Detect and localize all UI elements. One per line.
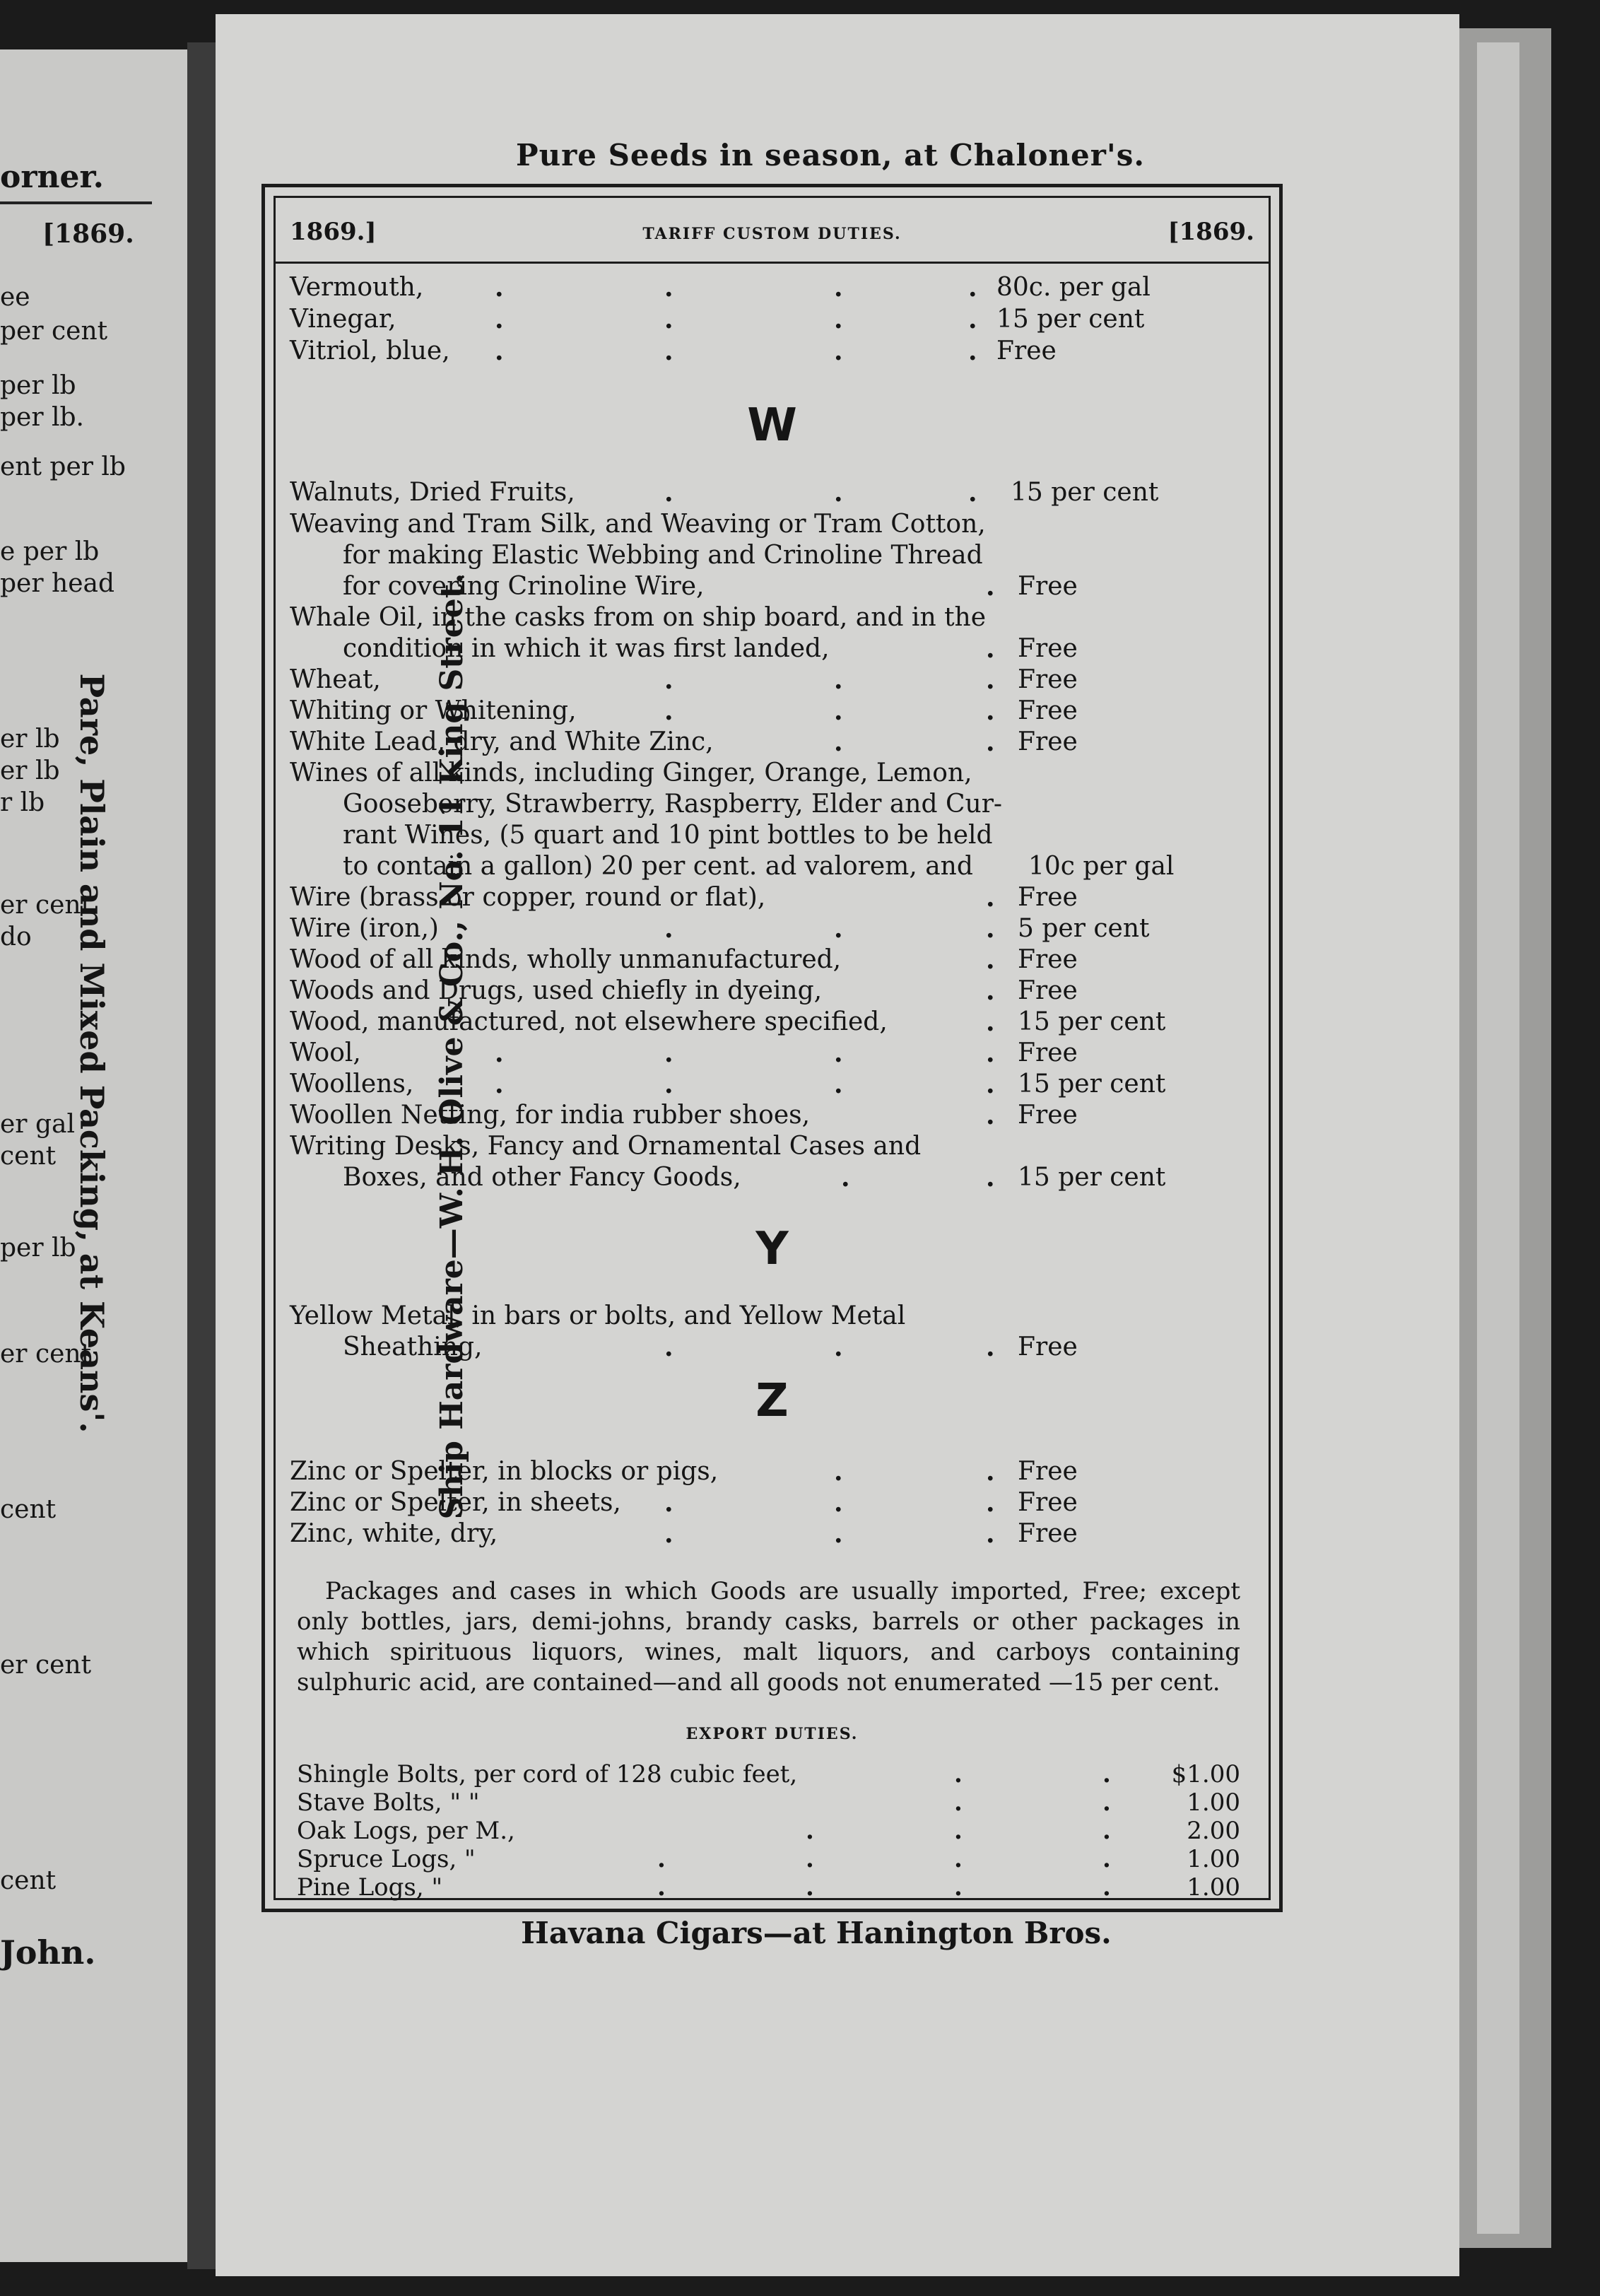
export-row bbox=[297, 1788, 1240, 1817]
export-amount: $1.00 bbox=[1171, 1760, 1240, 1788]
leader-dot: . bbox=[954, 1845, 963, 1873]
item-label: Zinc or Spelter, in sheets, bbox=[290, 1488, 621, 1517]
tariff-page bbox=[216, 14, 1459, 2276]
tariff-row bbox=[290, 1069, 1233, 1100]
export-item-label: Shingle Bolts, per cord of 128 cubic feet, bbox=[297, 1760, 798, 1788]
tariff-frame bbox=[261, 184, 1283, 1912]
item-label-continued: to contain a gallon) 20 per cent. ad valorem, and bbox=[343, 852, 973, 881]
export-row bbox=[297, 1817, 1240, 1845]
item-label-continued: for covering Crinoline Wire, bbox=[343, 572, 705, 601]
left-page-line: er cent bbox=[0, 891, 92, 920]
leader-dot: . bbox=[986, 1038, 995, 1068]
export-duties-title: EXPORT DUTIES. bbox=[686, 1725, 859, 1743]
left-page-line: er cent bbox=[0, 1651, 92, 1680]
leader-dot: . bbox=[834, 478, 843, 508]
leader-dot: . bbox=[834, 1488, 843, 1518]
tariff-row bbox=[290, 1131, 1233, 1162]
duty-value: Free bbox=[1018, 945, 1078, 974]
tariff-row bbox=[290, 477, 1233, 508]
duty-value: Free bbox=[1018, 727, 1078, 756]
duty-value: 5 per cent bbox=[1018, 914, 1150, 943]
export-amount: 1.00 bbox=[1187, 1873, 1240, 1902]
leader-dot: . bbox=[968, 336, 977, 366]
item-label: Weaving and Tram Silk, and Weaving or Tram Cotton, bbox=[290, 510, 986, 539]
header-rule bbox=[276, 262, 1269, 264]
tariff-row bbox=[290, 944, 1233, 976]
left-page-line: er lb bbox=[0, 756, 60, 785]
left-page-line: per head bbox=[0, 569, 114, 598]
leader-dot: . bbox=[664, 1070, 673, 1099]
leader-dot: . bbox=[986, 976, 995, 1006]
leader-dot: . bbox=[806, 1873, 814, 1902]
duty-value: 15 per cent bbox=[996, 305, 1145, 334]
leader-dot: . bbox=[986, 1070, 995, 1099]
left-page-line: per lb. bbox=[0, 403, 85, 432]
leader-dot: . bbox=[986, 634, 995, 664]
left-page-line: cent bbox=[0, 1495, 57, 1524]
leader-dot: . bbox=[1102, 1788, 1111, 1817]
tariff-row bbox=[290, 1162, 1233, 1193]
tariff-row bbox=[290, 1301, 1233, 1332]
export-row bbox=[297, 1845, 1240, 1873]
duty-value: Free bbox=[1018, 1488, 1078, 1517]
page-title: TARIFF CUSTOM DUTIES. bbox=[642, 225, 902, 243]
leader-dot: . bbox=[986, 1488, 995, 1518]
leader-dot: . bbox=[1102, 1760, 1111, 1788]
item-label: Vermouth, bbox=[290, 273, 424, 302]
leader-dot: . bbox=[806, 1845, 814, 1873]
book-gutter bbox=[187, 42, 219, 2269]
item-label: Vitriol, blue, bbox=[290, 336, 450, 365]
left-page-line: ee bbox=[0, 283, 30, 312]
tariff-row bbox=[290, 1332, 1233, 1363]
tariff-row bbox=[290, 727, 1233, 758]
item-label: Wire (iron,) bbox=[290, 914, 439, 943]
leader-dot: . bbox=[834, 1457, 843, 1487]
leader-dot: . bbox=[968, 273, 977, 303]
duty-value: 15 per cent bbox=[1018, 1070, 1166, 1099]
left-page-running-head: orner. bbox=[0, 159, 104, 195]
leader-dot: . bbox=[834, 336, 843, 366]
page-edge-highlight bbox=[1477, 42, 1519, 2234]
tariff-row bbox=[290, 304, 1233, 335]
export-amount: 1.00 bbox=[1187, 1845, 1240, 1873]
export-item-label: Spruce Logs, " bbox=[297, 1845, 476, 1873]
tariff-row bbox=[290, 1007, 1233, 1038]
left-page-line: do bbox=[0, 922, 32, 951]
leader-dot: . bbox=[495, 336, 504, 366]
item-label: Wool, bbox=[290, 1038, 361, 1067]
tariff-row bbox=[290, 664, 1233, 696]
tariff-row bbox=[290, 1487, 1233, 1518]
leader-dot: . bbox=[664, 336, 673, 366]
leader-dot: . bbox=[657, 1873, 666, 1902]
leader-dot: . bbox=[986, 883, 995, 913]
leader-dot: . bbox=[834, 727, 843, 757]
leader-dot: . bbox=[495, 273, 504, 303]
item-label: Wines of all kinds, including Ginger, Orange, Lemon, bbox=[290, 758, 972, 787]
export-item-label: Pine Logs, " bbox=[297, 1873, 443, 1902]
leader-dot: . bbox=[954, 1873, 963, 1902]
left-page-side-advert: Pare, Plain and Mixed Packing, at Keans'. bbox=[73, 673, 111, 1434]
left-page-rule bbox=[0, 201, 152, 204]
left-page-line: ent per lb bbox=[0, 452, 126, 481]
duty-value: 15 per cent bbox=[1018, 1007, 1166, 1036]
duty-value: 10c per gal bbox=[1028, 852, 1175, 881]
leader-dot: . bbox=[968, 478, 977, 508]
item-label: Vinegar, bbox=[290, 305, 396, 334]
export-amount: 1.00 bbox=[1187, 1788, 1240, 1817]
item-label: Whale Oil, in the casks from on ship board, and in the bbox=[290, 603, 987, 632]
left-page-line: per lb bbox=[0, 371, 76, 400]
leader-dot: . bbox=[986, 727, 995, 757]
tariff-row bbox=[290, 758, 1233, 789]
left-page-line: e per lb bbox=[0, 537, 100, 566]
leader-dot: . bbox=[834, 665, 843, 695]
duty-value: Free bbox=[1018, 572, 1078, 601]
tariff-row bbox=[290, 633, 1233, 664]
item-label-continued: Boxes, and other Fancy Goods, bbox=[343, 1163, 741, 1192]
left-page-line: er gal bbox=[0, 1110, 75, 1139]
leader-dot: . bbox=[834, 914, 843, 944]
export-amount: 2.00 bbox=[1187, 1817, 1240, 1845]
item-label: Yellow Metal, in bars or bolts, and Yellow Metal bbox=[290, 1301, 906, 1330]
tariff-row bbox=[290, 509, 1233, 540]
tariff-row bbox=[290, 272, 1233, 303]
section-letter-w: W bbox=[747, 399, 797, 452]
leader-dot: . bbox=[664, 1488, 673, 1518]
leader-dot: . bbox=[664, 1332, 673, 1362]
item-label-continued: for making Elastic Webbing and Crinoline Thread bbox=[343, 541, 983, 570]
tariff-row bbox=[290, 1100, 1233, 1131]
leader-dot: . bbox=[986, 665, 995, 695]
left-page-line: er lb bbox=[0, 725, 60, 754]
leader-dot: . bbox=[986, 1101, 995, 1130]
leader-dot: . bbox=[664, 665, 673, 695]
export-item-label: Oak Logs, per M., bbox=[297, 1817, 515, 1845]
leader-dot: . bbox=[986, 1332, 995, 1362]
page-year-left: 1869.] bbox=[290, 218, 377, 246]
page-year-right: [1869. bbox=[1167, 218, 1254, 246]
section-letter-y: Y bbox=[755, 1223, 789, 1275]
tariff-frame-inner bbox=[273, 196, 1271, 1900]
tariff-row bbox=[290, 913, 1233, 944]
leader-dot: . bbox=[986, 1457, 995, 1487]
leader-dot: . bbox=[1102, 1873, 1111, 1902]
export-item-label: Stave Bolts, " " bbox=[297, 1788, 480, 1817]
duty-value: 80c. per gal bbox=[996, 273, 1151, 302]
leader-dot: . bbox=[664, 478, 673, 508]
leader-dot: . bbox=[806, 1817, 814, 1845]
leader-dot: . bbox=[834, 1519, 843, 1549]
leader-dot: . bbox=[954, 1817, 963, 1845]
leader-dot: . bbox=[834, 1332, 843, 1362]
item-label: Zinc, white, dry, bbox=[290, 1519, 498, 1548]
item-label: Writing Desks, Fancy and Ornamental Cases and bbox=[290, 1132, 922, 1161]
leader-dot: . bbox=[986, 914, 995, 944]
leader-dot: . bbox=[834, 1070, 843, 1099]
tariff-row bbox=[290, 336, 1233, 367]
left-page-line: er cent bbox=[0, 1340, 92, 1369]
item-label: Wheat, bbox=[290, 665, 381, 694]
item-label-continued: Gooseberry, Strawberry, Raspberry, Elder and Cur- bbox=[343, 790, 1003, 819]
tariff-row bbox=[290, 1518, 1233, 1550]
item-label-continued: rant Wines, (5 quart and 10 pint bottles to be held bbox=[343, 821, 993, 850]
tariff-row bbox=[290, 602, 1233, 633]
leader-dot: . bbox=[986, 572, 995, 602]
section-letter-z: Z bbox=[755, 1375, 789, 1427]
duty-value: Free bbox=[1018, 976, 1078, 1005]
left-page-year: [1869. bbox=[42, 219, 134, 249]
leader-dot: . bbox=[986, 945, 995, 975]
leader-dot: . bbox=[495, 1070, 504, 1099]
item-label: Zinc or Spelter, in blocks or pigs, bbox=[290, 1457, 719, 1486]
leader-dot: . bbox=[834, 696, 843, 726]
packages-note: Packages and cases in which Goods are usually imported, Free; except only bottles, jars, demi-johns, brandy casks, barrels or other packages in which spirituous liquors, wines, malt liquors, and carboys containing sulphuric acid, are contained—and all goods not enumerated —15 per cent. bbox=[297, 1577, 1240, 1697]
left-page-running-foot: John. bbox=[0, 1933, 96, 1972]
duty-value: Free bbox=[1018, 634, 1078, 663]
duty-value: Free bbox=[1018, 883, 1078, 912]
left-page-line: cent bbox=[0, 1142, 57, 1171]
leader-dot: . bbox=[664, 273, 673, 303]
duty-value: Free bbox=[1018, 696, 1078, 725]
leader-dot: . bbox=[954, 1788, 963, 1817]
running-foot-advert: Havana Cigars—at Hanington Bros. bbox=[521, 1916, 1112, 1950]
tariff-row bbox=[290, 1456, 1233, 1487]
item-label: White Lead, dry, and White Zinc, bbox=[290, 727, 714, 756]
leader-dot: . bbox=[968, 305, 977, 334]
left-page-line: per cent bbox=[0, 317, 108, 346]
side-advert-left-text: Ship Hardware—W. H. Olive & Co., No. 11 King Street. bbox=[434, 573, 470, 1520]
leader-dot: . bbox=[664, 914, 673, 944]
item-label-continued: Sheathing, bbox=[343, 1332, 483, 1361]
duty-value: Free bbox=[1018, 1519, 1078, 1548]
leader-dot: . bbox=[834, 273, 843, 303]
item-label: Woollen Netting, for india rubber shoes, bbox=[290, 1101, 811, 1130]
leader-dot: . bbox=[664, 696, 673, 726]
leader-dot: . bbox=[664, 1519, 673, 1549]
duty-value: Free bbox=[1018, 1457, 1078, 1486]
left-page-line: r lb bbox=[0, 788, 45, 817]
export-row bbox=[297, 1873, 1240, 1902]
leader-dot: . bbox=[834, 1038, 843, 1068]
leader-dot: . bbox=[986, 696, 995, 726]
tariff-row bbox=[290, 696, 1233, 727]
leader-dot: . bbox=[986, 1163, 995, 1193]
leader-dot: . bbox=[495, 1038, 504, 1068]
leader-dot: . bbox=[841, 1163, 850, 1193]
item-label: Walnuts, Dried Fruits, bbox=[290, 478, 575, 507]
duty-value: Free bbox=[1018, 665, 1078, 694]
leader-dot: . bbox=[834, 305, 843, 334]
duty-value: Free bbox=[1018, 1038, 1078, 1067]
leader-dot: . bbox=[495, 305, 504, 334]
duty-value: Free bbox=[996, 336, 1057, 365]
leader-dot: . bbox=[664, 305, 673, 334]
tariff-row bbox=[290, 882, 1233, 913]
item-label: Woollens, bbox=[290, 1070, 414, 1099]
duty-value: 15 per cent bbox=[1011, 478, 1159, 507]
leader-dot: . bbox=[1102, 1845, 1111, 1873]
leader-dot: . bbox=[954, 1760, 963, 1788]
item-label: Wood, manufactured, not elsewhere specified, bbox=[290, 1007, 888, 1036]
tariff-row bbox=[290, 851, 1233, 882]
item-label: Wire (brass or copper, round or flat), bbox=[290, 883, 766, 912]
leader-dot: . bbox=[986, 1007, 995, 1037]
leader-dot: . bbox=[986, 1519, 995, 1549]
duty-value: Free bbox=[1018, 1101, 1078, 1130]
export-row bbox=[297, 1760, 1240, 1788]
tariff-row bbox=[290, 1038, 1233, 1069]
left-page-line: per lb bbox=[0, 1234, 76, 1263]
tariff-row bbox=[290, 976, 1233, 1007]
duty-value: Free bbox=[1018, 1332, 1078, 1361]
left-page-line: cent bbox=[0, 1866, 57, 1895]
item-label: Whiting or Whitening, bbox=[290, 696, 577, 725]
leader-dot: . bbox=[1102, 1817, 1111, 1845]
tariff-row bbox=[290, 571, 1233, 602]
leader-dot: . bbox=[664, 1038, 673, 1068]
item-label: Woods and Drugs, used chiefly in dyeing, bbox=[290, 976, 823, 1005]
left-page-fragment bbox=[0, 49, 187, 2262]
duty-value: 15 per cent bbox=[1018, 1163, 1166, 1192]
item-label-continued: condition in which it was first landed, bbox=[343, 634, 830, 663]
item-label: Wood of all kinds, wholly unmanufactured, bbox=[290, 945, 842, 974]
leader-dot: . bbox=[657, 1845, 666, 1873]
running-head-advert: Pure Seeds in season, at Chaloner's. bbox=[515, 138, 1146, 172]
